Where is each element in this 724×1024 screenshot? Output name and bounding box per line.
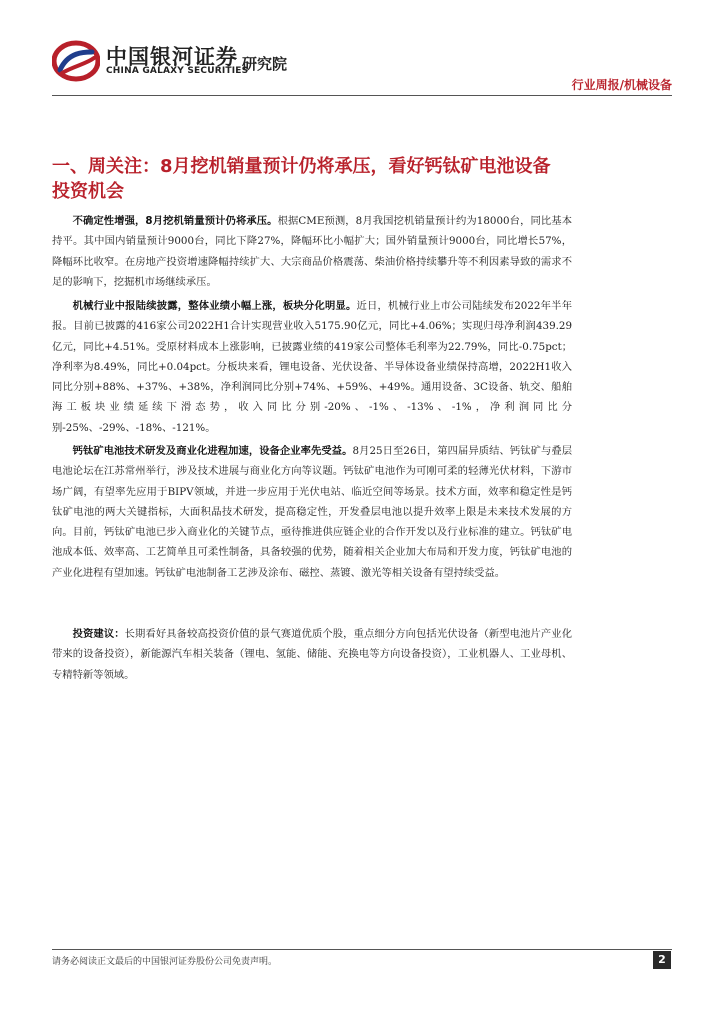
paragraph-body: 8月25日至26日，第四届异质结、钙钛矿与叠层电池论坛在江苏常州举行，涉及技术进展与商业化方向等议题。钙钛矿电池作为可刚可柔的轻薄光伏材料，下游市场广阔，有望率先应用于BIPV领域，并进一步应用于光伏电站、临近空间等场景。技术方面，效率和稳定性是钙钛矿电池的两大关键指标，大面积晶技术研发，提高稳定性，开发叠层电池以提升效率上限是未来技术发展的方向。目前，钙钛矿电池已步入商业化的关键节点，亟待推进供应链企业的合作开发以及行业标准的建立。钙钛矿电池成本低、效率高、工艺简单且可柔性制备，具备较强的优势，随着相关企业加大布局和开发力度，钙钛矿电池的产业化进程有望加速。钙钛矿电池制备工艺涉及涂布、磁控、蒸镀、激光等相关设备有望持续受益。 bbox=[52, 445, 572, 579]
logo-company-name: 中国银河证券 bbox=[106, 45, 238, 69]
document-category: 行业周报/机械设备 bbox=[571, 78, 672, 92]
paragraph-lead: 投资建议： bbox=[72, 628, 125, 640]
paragraph-investment-advice bbox=[52, 624, 572, 685]
page-number: 2 bbox=[653, 951, 671, 969]
footer-disclaimer: 请务必阅读正文最后的中国银河证券股份公司免责声明。 bbox=[52, 957, 278, 967]
paragraph-body: 根据CME预测，8月我国挖机销量预计约为18000台，同比基本持平。其中国内销量预计9000台，同比下降27%，降幅环比小幅扩大；国外销量预计9000台，同比增长57%，降幅环比收窄。在房地产投资增速降幅持续扩大、大宗商品价格震荡、柴油价格持续攀升等不利因素导致的需求不足的影响下，挖掘机市场继续承压。 bbox=[52, 215, 572, 288]
paragraph-body: 长期看好具备较高投资价值的景气赛道优质个股，重点细分方向包括光伏设备（新型电池片产业化带来的设备投资），新能源汽车相关装备（锂电、氢能、储能、充换电等方向设备投资），工业机器人、工业母机、专精特新等领域。 bbox=[52, 628, 573, 681]
logo-english-name: CHINA GALAXY SECURITIES bbox=[106, 66, 249, 76]
footer-divider bbox=[52, 949, 672, 950]
header-divider bbox=[52, 95, 672, 96]
paragraph-body: 近日，机械行业上市公司陆续发布2022年半年报。目前已披露的416家公司2022H1合计实现营业收入5175.90亿元，同比+4.06%；实现归母净利润439.29亿元，同比+4.51%。受原材料成本上涨影响，已披露业绩的419家公司整体毛利率为22.79%，同比-0.75pct；净利率为8.49%，同比+0.04pct。分板块来看，锂电设备、光伏设备、半导体设备业绩保持高增，2022H1收入同比分别+88%、+37%、+38%，净利润同比分别+74%、+59%、+49%。通用设备、3C设备、轨交、船舶海工板块业绩延续下滑态势，收入同比分别-20%、-1%、-13%、-1%，净利润同比分别-25%、-29%、-18%、-121%。 bbox=[52, 300, 572, 434]
section-heading: 一、周关注：8月挖机销量预计仍将承压，看好钙钛矿电池设备投资机会 bbox=[52, 156, 551, 202]
paragraph-excavator bbox=[52, 211, 572, 292]
page-header bbox=[0, 0, 724, 100]
paragraph-lead: 机械行业中报陆续披露，整体业绩小幅上涨，板块分化明显。 bbox=[72, 300, 357, 312]
logo-department: 研究院 bbox=[242, 55, 288, 73]
paragraph-lead: 钙钛矿电池技术研发及商业化进程加速，设备企业率先受益。 bbox=[72, 445, 353, 457]
paragraph-interim-reports bbox=[52, 296, 572, 438]
galaxy-logo-icon bbox=[52, 40, 100, 82]
paragraph-perovskite bbox=[52, 441, 572, 583]
paragraph-lead: 不确定性增强，8月挖机销量预计仍将承压。 bbox=[72, 215, 278, 227]
